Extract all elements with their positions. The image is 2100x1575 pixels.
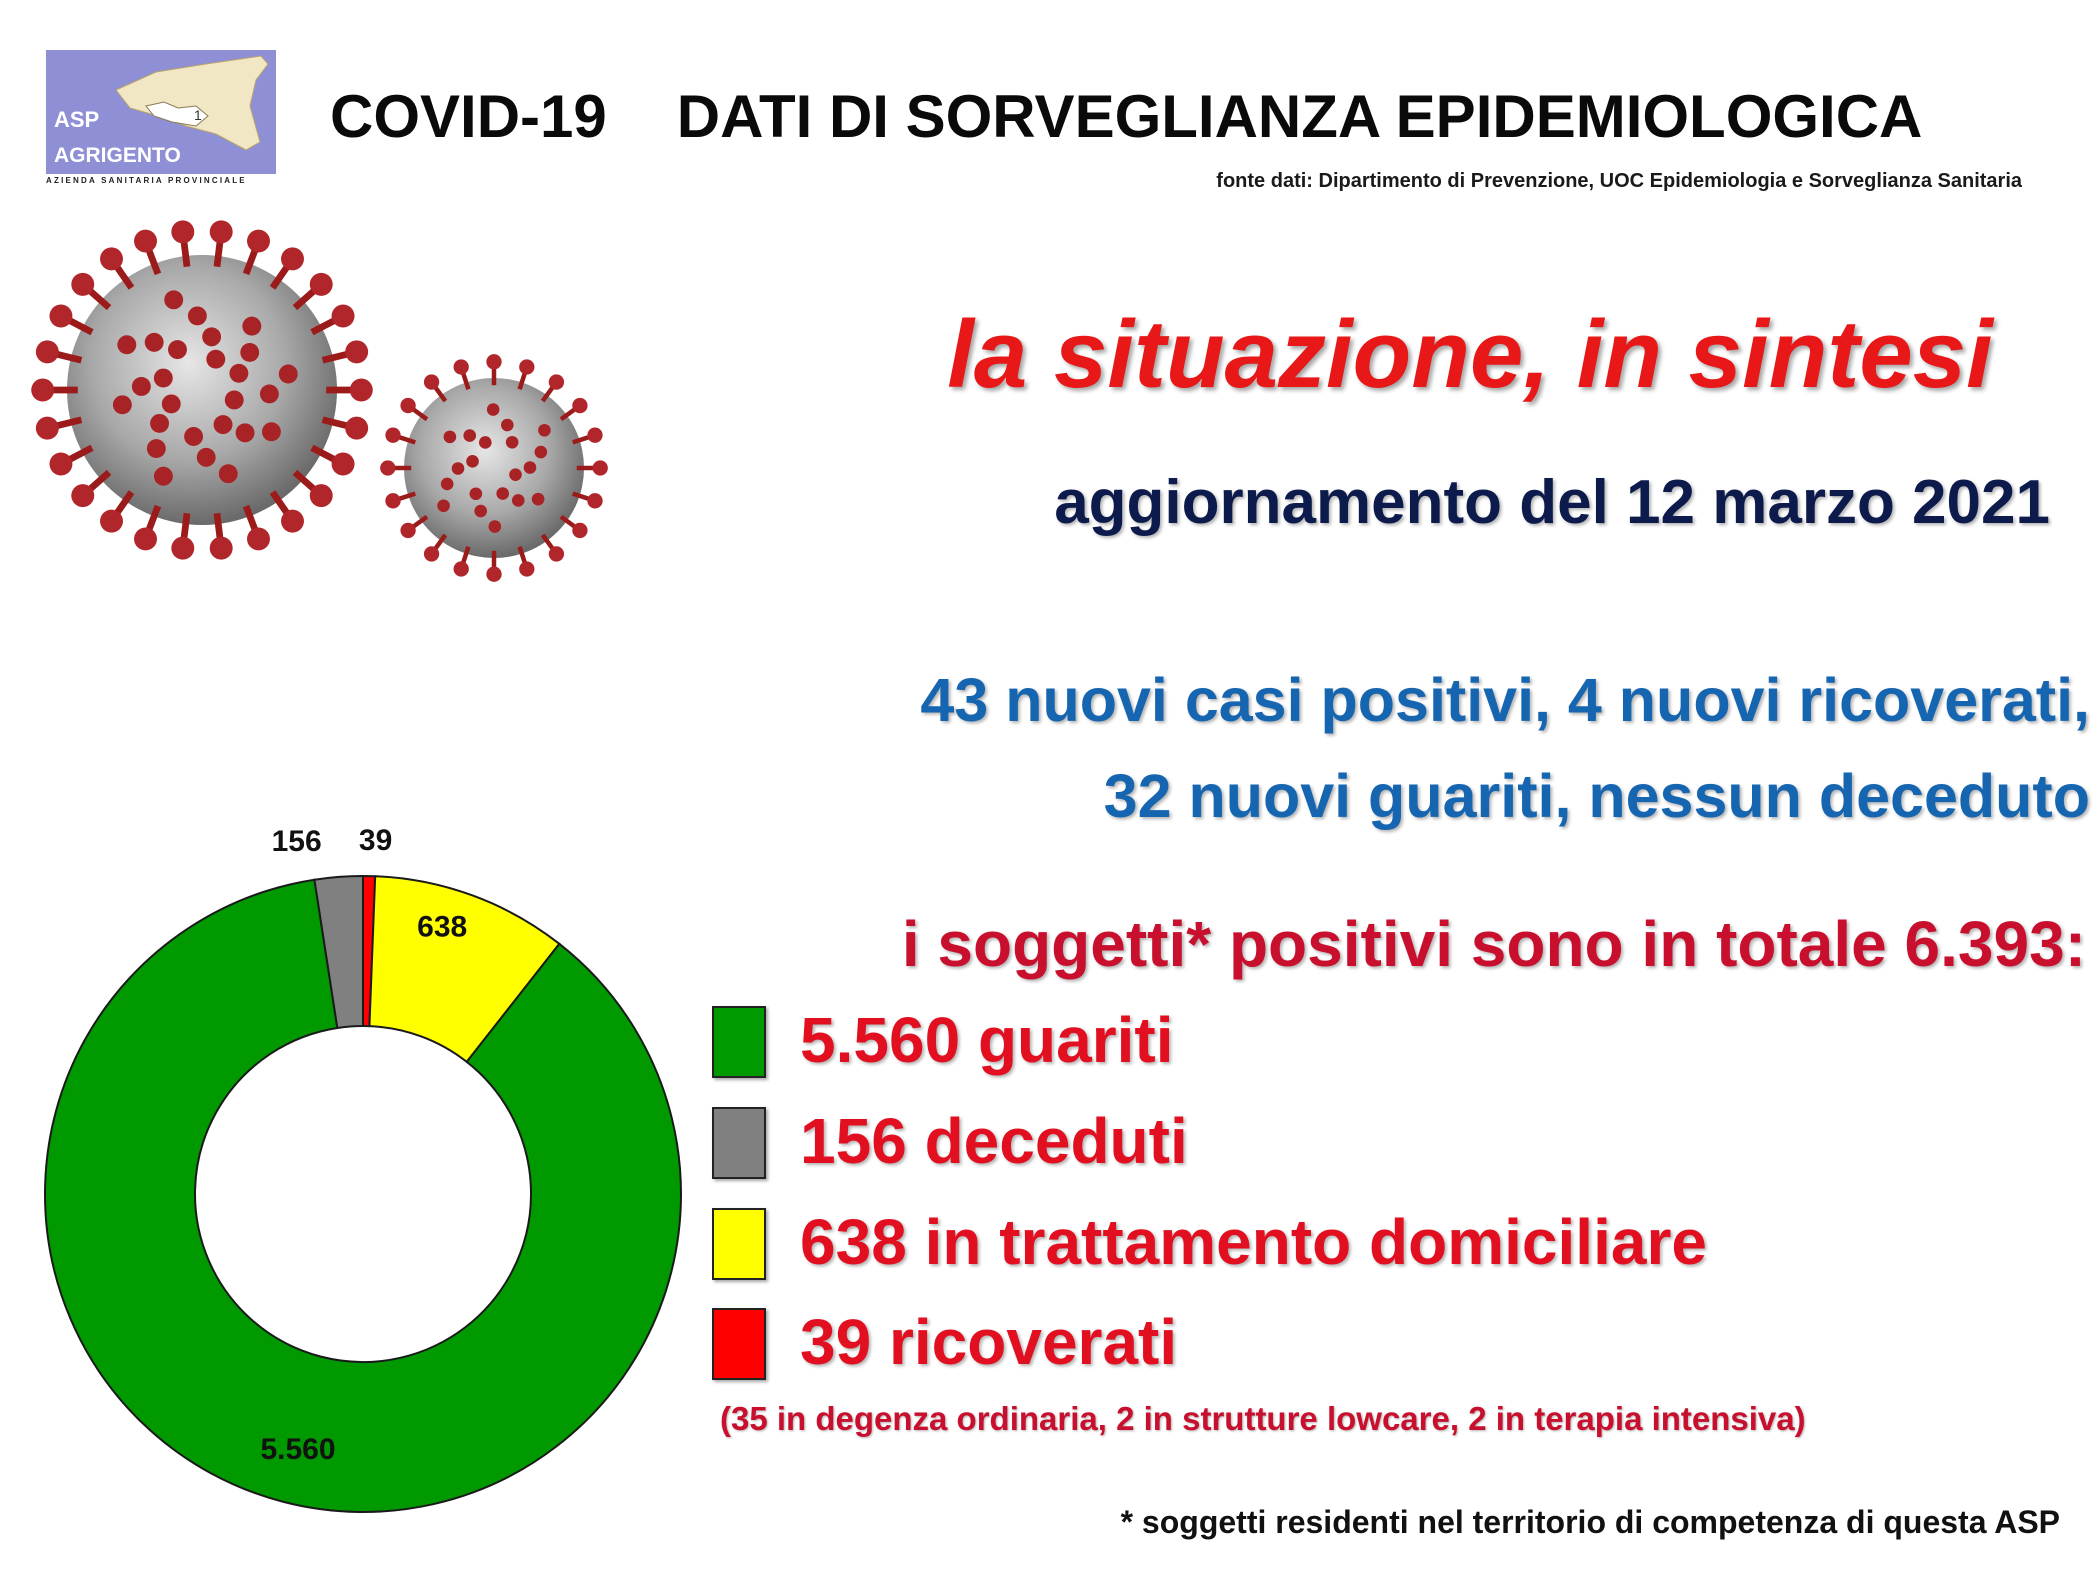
news-line-2: 32 nuovi guariti, nessun deceduto xyxy=(1103,762,2090,830)
legend-swatch-green xyxy=(712,1006,766,1078)
legend-label: 156 deceduti xyxy=(800,1105,1188,1177)
svg-text:1: 1 xyxy=(194,107,202,123)
footnote: * soggetti residenti nel territorio di competenza di questa ASP xyxy=(1120,1504,2060,1540)
donut-chart xyxy=(0,820,700,1540)
logo-line-agrigento: AGRIGENTO xyxy=(54,144,181,167)
legend-swatch-yellow xyxy=(712,1208,766,1280)
logo-subtitle: AZIENDA SANITARIA PROVINCIALE xyxy=(46,176,247,185)
slice-label-domiciliare: 638 xyxy=(417,910,468,944)
virus-small-icon xyxy=(380,354,608,582)
legend-label: 5.560 guariti xyxy=(800,1004,1174,1076)
legend-label: 638 in trattamento domiciliare xyxy=(800,1206,1707,1278)
virus-large-icon xyxy=(31,220,373,559)
title-covid: COVID-19 xyxy=(330,83,607,150)
total-positive: i soggetti* positivi sono in totale 6.393: xyxy=(901,908,2086,980)
logo-line-asp: ASP xyxy=(54,107,100,132)
update-date: aggiornamento del 12 marzo 2021 xyxy=(1054,468,2050,537)
legend-swatch-red xyxy=(712,1308,766,1380)
slice-label-ricoverati: 39 xyxy=(358,824,393,858)
data-source-note: fonte dati: Dipartimento di Prevenzione, UOC Epidemiologia e Sorveglianza Sanitaria xyxy=(1216,170,2022,192)
virus-illustration xyxy=(30,220,620,610)
title-main: DATI DI SORVEGLIANZA EPIDEMIOLOGICA xyxy=(676,83,1923,150)
legend-label: 39 ricoverati xyxy=(800,1306,1178,1378)
hospital-detail: (35 in degenza ordinaria, 2 in strutture lowcare, 2 in terapia intensiva) xyxy=(720,1400,1806,1437)
page-title xyxy=(330,82,2070,152)
asp-agrigento-logo xyxy=(46,50,276,185)
news-line-1: 43 nuovi casi positivi, 4 nuovi ricoverati, xyxy=(920,666,2090,734)
summary-heading: la situazione, in sintesi xyxy=(947,301,1993,408)
slice-label-deceduti: 156 xyxy=(271,825,322,859)
slice-label-guariti: 5.560 xyxy=(260,1433,336,1466)
legend-swatch-gray xyxy=(712,1107,766,1179)
